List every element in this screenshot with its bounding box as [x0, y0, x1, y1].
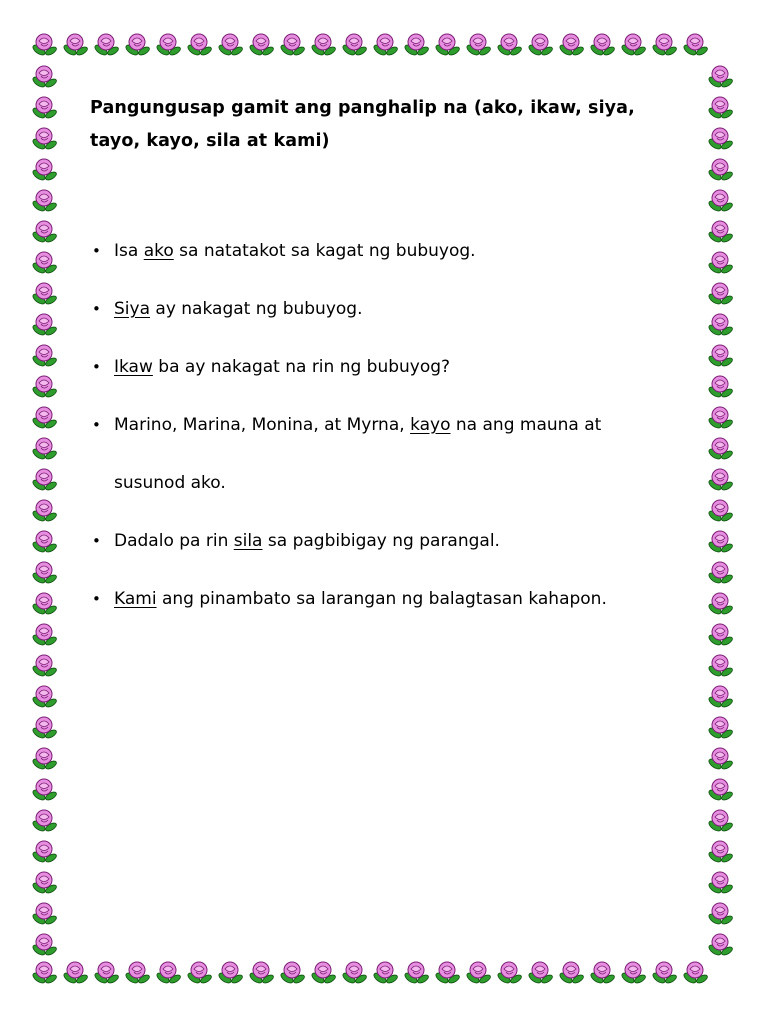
rose-icon: [707, 283, 733, 306]
rose-icon: [310, 34, 336, 57]
rose-icon: [707, 159, 733, 182]
rose-icon: [31, 469, 57, 492]
rose-icon: [707, 128, 733, 151]
rose-icon: [310, 962, 336, 985]
rose-icon: [651, 34, 677, 57]
rose-icon: [707, 97, 733, 120]
rose-icon: [31, 903, 57, 926]
rose-icon: [124, 34, 150, 57]
rose-icon: [31, 221, 57, 244]
rose-icon: [93, 34, 119, 57]
list-item: [92, 338, 674, 396]
bullet-icon: •: [92, 532, 101, 550]
rose-icon: [589, 34, 615, 57]
rose-icon: [558, 34, 584, 57]
rose-icon: [31, 593, 57, 616]
rose-icon: [465, 34, 491, 57]
pronoun-underlined: Kami: [114, 589, 157, 609]
rose-icon: [707, 66, 733, 89]
rose-icon: [248, 34, 274, 57]
list-item: [92, 280, 674, 338]
rose-icon: [31, 717, 57, 740]
rose-icon: [31, 190, 57, 213]
rose-icon: [341, 34, 367, 57]
rose-icon: [620, 962, 646, 985]
rose-icon: [31, 314, 57, 337]
rose-icon: [558, 962, 584, 985]
rose-icon: [707, 314, 733, 337]
rose-icon: [31, 686, 57, 709]
rose-icon: [707, 903, 733, 926]
rose-icon: [279, 34, 305, 57]
rose-icon: [31, 345, 57, 368]
rose-icon: [93, 962, 119, 985]
rose-icon: [31, 872, 57, 895]
rose-icon: [707, 655, 733, 678]
sentence-text: ang pinambato sa larangan ng balagtasan kahapon.: [156, 589, 607, 609]
rose-icon: [31, 500, 57, 523]
rose-icon: [155, 962, 181, 985]
rose-icon: [31, 128, 57, 151]
list-item: [92, 512, 674, 570]
rose-icon: [31, 531, 57, 554]
sentence-text: sa natatakot sa kagat ng bubuyog.: [173, 241, 476, 261]
rose-icon: [707, 748, 733, 771]
rose-icon: [31, 624, 57, 647]
rose-icon: [31, 934, 57, 957]
rose-icon: [31, 376, 57, 399]
sentence-text: ba ay nakagat na rin ng bubuyog?: [152, 357, 451, 377]
rose-icon: [62, 34, 88, 57]
rose-icon: [707, 190, 733, 213]
rose-icon: [707, 872, 733, 895]
rose-icon: [496, 962, 522, 985]
rose-icon: [707, 686, 733, 709]
rose-icon: [707, 469, 733, 492]
bullet-icon: •: [92, 416, 101, 434]
rose-icon: [31, 283, 57, 306]
rose-icon: [707, 562, 733, 585]
rose-icon: [707, 500, 733, 523]
rose-icon: [217, 962, 243, 985]
list-item: [92, 570, 674, 628]
sentence-text: Marino, Marina, Monina, at Myrna,: [114, 415, 411, 435]
rose-icon: [62, 962, 88, 985]
rose-icon: [31, 841, 57, 864]
rose-icon: [372, 34, 398, 57]
rose-icon: [186, 34, 212, 57]
page-title: Pangungusap gamit ang panghalip na (ako, ikaw, siya, tayo, kayo, sila at kami): [90, 98, 635, 151]
rose-icon: [496, 34, 522, 57]
pronoun-underlined: Ikaw: [114, 357, 153, 377]
rose-icon: [707, 779, 733, 802]
rose-icon: [707, 376, 733, 399]
rose-icon: [707, 810, 733, 833]
rose-icon: [248, 962, 274, 985]
pronoun-underlined: sila: [233, 531, 263, 551]
rose-icon: [707, 624, 733, 647]
rose-icon: [682, 34, 708, 57]
rose-icon: [124, 962, 150, 985]
rose-icon: [31, 97, 57, 120]
bullet-icon: •: [92, 300, 101, 318]
rose-icon: [31, 66, 57, 89]
document-body: [90, 92, 680, 609]
sentence-text: ay nakagat ng bubuyog.: [150, 299, 363, 319]
rose-icon: [707, 593, 733, 616]
rose-icon: [31, 810, 57, 833]
pronoun-underlined: Siya: [114, 299, 150, 319]
pronoun-underlined: ako: [143, 241, 174, 261]
rose-icon: [31, 748, 57, 771]
rose-icon: [707, 407, 733, 430]
rose-icon: [527, 962, 553, 985]
bullet-icon: •: [92, 242, 101, 260]
bullet-icon: •: [92, 358, 101, 376]
rose-icon: [707, 345, 733, 368]
rose-icon: [155, 34, 181, 57]
list-item: [92, 396, 674, 512]
rose-icon: [465, 962, 491, 985]
rose-icon: [31, 34, 57, 57]
rose-icon: [707, 252, 733, 275]
rose-icon: [31, 562, 57, 585]
rose-icon: [372, 962, 398, 985]
pronoun-underlined: kayo: [410, 415, 451, 435]
rose-icon: [403, 34, 429, 57]
rose-icon: [31, 962, 57, 985]
rose-icon: [707, 531, 733, 554]
rose-icon: [31, 407, 57, 430]
rose-icon: [707, 438, 733, 461]
list-item: [92, 222, 674, 280]
rose-icon: [403, 962, 429, 985]
rose-icon: [279, 962, 305, 985]
sentence-text: na ang mauna at susunod ako.: [114, 415, 602, 493]
rose-icon: [217, 34, 243, 57]
sentence-text: sa pagbibigay ng parangal.: [262, 531, 500, 551]
sentence-text: Isa: [114, 241, 144, 261]
bullet-icon: •: [92, 590, 101, 608]
rose-icon: [31, 779, 57, 802]
rose-icon: [707, 221, 733, 244]
rose-icon: [707, 934, 733, 957]
rose-icon: [707, 717, 733, 740]
rose-icon: [620, 34, 646, 57]
rose-icon: [589, 962, 615, 985]
rose-icon: [527, 34, 553, 57]
rose-icon: [682, 962, 708, 985]
rose-icon: [434, 962, 460, 985]
rose-icon: [434, 34, 460, 57]
rose-icon: [31, 655, 57, 678]
sentence-text: Dadalo pa rin: [114, 531, 234, 551]
rose-icon: [186, 962, 212, 985]
rose-icon: [341, 962, 367, 985]
rose-icon: [31, 252, 57, 275]
rose-icon: [707, 841, 733, 864]
rose-icon: [651, 962, 677, 985]
rose-icon: [31, 438, 57, 461]
rose-icon: [31, 159, 57, 182]
